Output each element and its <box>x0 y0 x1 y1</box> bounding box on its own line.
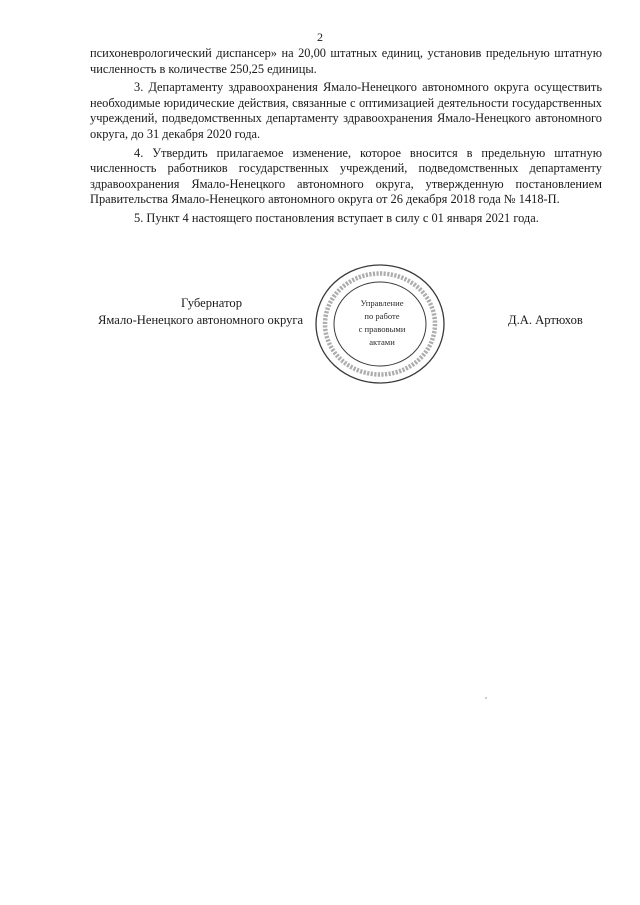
official-stamp <box>313 262 447 386</box>
document-body <box>90 46 602 230</box>
signatory-title: Губернатор <box>181 296 242 310</box>
signatory-region: Ямало-Ненецкого автономного округа <box>98 313 304 327</box>
stamp-center-line-1: Управление <box>360 298 404 308</box>
scan-speck <box>485 697 487 699</box>
paragraph-continuation: психоневрологический диспансер» на 20,00 штатных единиц, установив предельную штатную численность в количестве 250,25 единицы. <box>90 46 602 76</box>
paragraph-item-4: 4. Утвердить прилагаемое изменение, которое вносится в предельную штатную численность работников государственных учреждений, подведомственных департаменту здравоохранения Ямало-Ненецкого автономного округа, утвержденную постановлением Правительства Ямало-Ненецкого автономного округа от 26 декабря 2018 года № 1418-П. <box>90 145 602 207</box>
paragraph-item-3: 3. Департаменту здравоохранения Ямало-Ненецкого автономного округа осуществить необходимые юридические действия, связанные с оптимизацией деятельности государственных учреждений, подведомственных департаменту здравоохранения Ямало-Ненецкого автономного округа, до 31 декабря 2020 года. <box>90 80 602 141</box>
stamp-center-line-3: с правовыми <box>358 324 406 334</box>
page-number: 2 <box>317 30 323 44</box>
signatory-name: Д.А. Артюхов <box>508 313 583 327</box>
paragraph-item-5: 5. Пункт 4 настоящего постановления вступает в силу с 01 января 2021 года. <box>134 210 539 225</box>
stamp-center-line-2: по работе <box>364 311 400 321</box>
stamp-center-line-4: актами <box>369 337 395 347</box>
